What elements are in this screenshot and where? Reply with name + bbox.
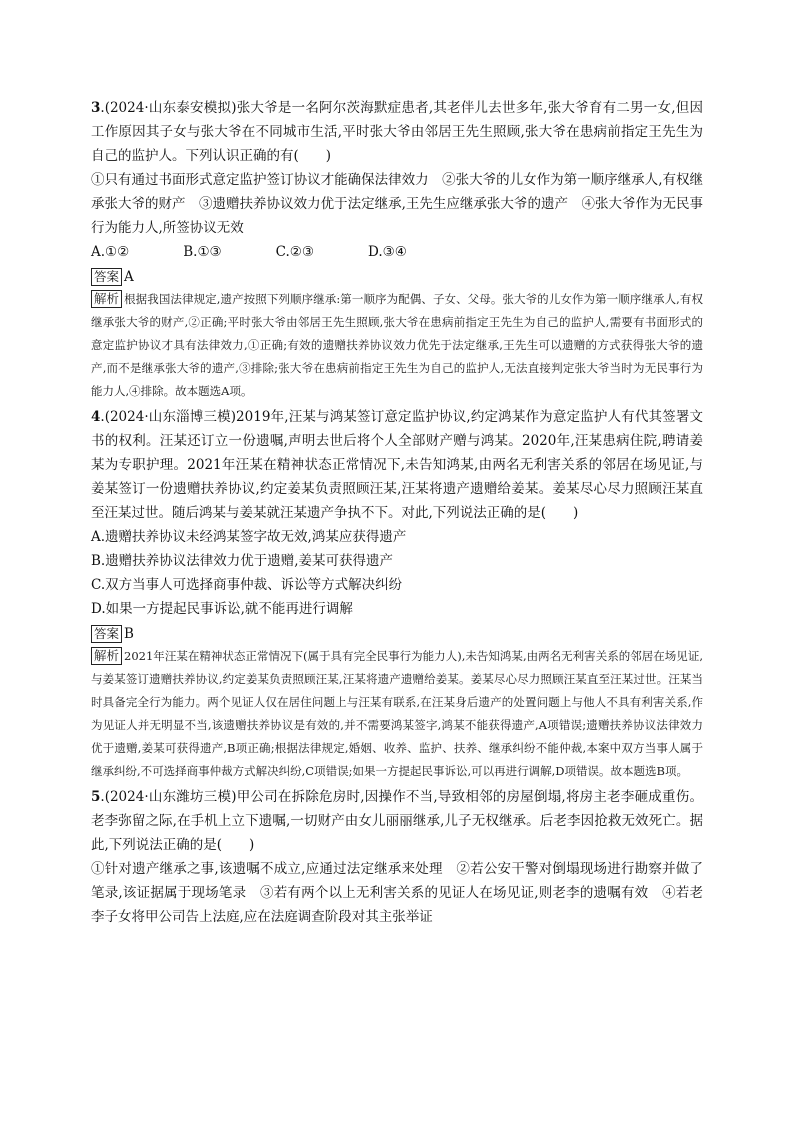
question-number: 3 [91,100,101,116]
question-number: 5 [91,789,101,805]
answer-value: B [124,626,134,642]
question-4-option-c: C.双方当事人可选择商事仲裁、诉讼等方式解决纠纷 [91,577,403,593]
question-number: 4 [91,409,101,425]
document-page [91,96,703,929]
question-4-explanation: 解析 2021年汪某在精神状态正常情况下(属于具有完全民事行为能力人),未告知鸿某,由两名无利害关系的邻居在场见证,与姜某签订遗赠扶养协议,约定姜某负责照顾汪某,汪某将遗产遗赠给姜某。姜某尽心尽力照顾汪某直至汪某过世。汪某当时具备完全行为能力。两个见证人仅在居住问题上与汪某有联系,在汪某身后遗产的处置问题上与他人不具有利害关系,作为见证人并无明显不当,该遗赠扶养协议是有效的,并不需要鸿某签字,鸿某不能获得遗产,A项错误;遗赠扶养协议法律效力优于遗赠,姜某可获得遗产,B项正确;根据法律规定,婚姻、收养、监护、扶养、继承纠纷不能仲裁,本案中双方当事人属于继承纠纷,不可选择商事仲裁方式解决纠纷,C项错误;如果一方提起民事诉讼,可以再进行调解,D项错误。故本题选B项。 [91,648,703,778]
question-4-option-a: A.遗赠扶养协议未经鸿某签字故无效,鸿某应获得遗产 [91,529,407,545]
question-3-explanation: 解析 根据我国法律规定,遗产按照下列顺序继承:第一顺序为配偶、子女、父母。张大爷的儿女作为第一顺序继承人,有权继承张大爷的财产,②正确;平时张大爷由邻居王先生照顾,张大爷在患病前指定王先生为自己的监护人,需要有书面形式的意定监护协议才具有法律效力,①正确;有效的遗赠扶养协议效力优先于法定继承,王先生可以遗赠的方式获得张大爷的遗产,而不是继承张大爷的遗产,③排除;张大爷在患病前指定王先生为自己的监护人,无法直接判定张大爷当时为无民事行为能力人,④排除。故本题选A项。 [91,291,703,398]
question-3-stem: 3.(2024·山东泰安模拟)张大爷是一名阿尔茨海默症患者,其老伴儿去世多年,张大爷育有二男一女,但因工作原因其子女与张大爷在不同城市生活,平时张大爷由邻居王先生照顾,张大爷在患病前指定王先生为自己的监护人。下列认识正确的有( ) [91,100,703,164]
answer-value: A [124,269,134,285]
answer-tag: 答案 [91,625,122,643]
question-4-option-b: B.遗赠扶养协议法律效力优于遗赠,姜某可获得遗产 [91,553,394,569]
answer-tag: 答案 [91,268,122,286]
question-4-stem: 4.(2024·山东淄博三模)2019年,汪某与鸿某签订意定监护协议,约定鸿某作为意定监护人有代其签署文书的权利。汪某还订立一份遗嘱,声明去世后将个人全部财产赠与鸿某。2020年,汪某患病住院,聘请姜某为专职护理。2021年汪某在精神状态正常情况下,未告知鸿某,由两名无利害关系的邻居在场见证,与姜某签订一份遗赠扶养协议,约定姜某负责照顾汪某,汪某将遗产遗赠给姜某。姜某尽心尽力照顾汪某直至汪某过世。随后鸿某与姜某就汪某遗产争执不下。对此,下列说法正确的是( ) [91,409,703,521]
question-3-options: A.①② B.①③ C.②③ D.③④ [91,244,407,260]
question-5-stem: 5.(2024·山东潍坊三模)甲公司在拆除危房时,因操作不当,导致相邻的房屋倒塌,将房主老李砸成重伤。老李弥留之际,在手机上立下遗嘱,一切财产由女儿丽丽继承,儿子无权继承。后老李因抢救无效死亡。据此,下列说法正确的是( ) [91,789,703,853]
question-3-answer [91,266,703,288]
question-4-answer [91,623,703,645]
explain-tag: 解析 [91,647,122,665]
question-5-statements: ①针对遗产继承之事,该遗嘱不成立,应通过法定继承来处理 ②若公安干警对倒塌现场进行勘察并做了笔录,该证据属于现场笔录 ③若有两个以上无利害关系的见证人在场见证,则老李的遗嘱有效 ④若老李子女将甲公司告上法庭,应在法庭调查阶段对其主张举证 [91,861,703,925]
explain-tag: 解析 [91,290,122,308]
question-4-option-d: D.如果一方提起民事诉讼,就不能再进行调解 [91,601,353,617]
question-3-statements: ①只有通过书面形式意定监护签订协议才能确保法律效力 ②张大爷的儿女作为第一顺序继承人,有权继承张大爷的财产 ③遗赠扶养协议效力优于法定继承,王先生应继承张大爷的遗产 ④张大爷作为无民事行为能力人,所签协议无效 [91,172,703,236]
